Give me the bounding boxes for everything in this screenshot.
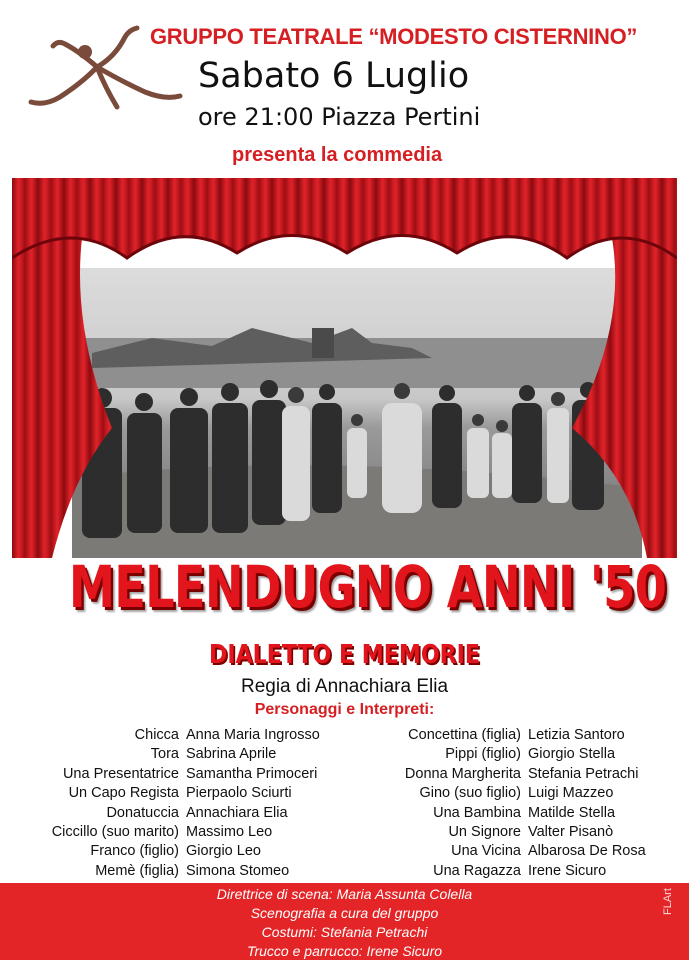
role-name: Donatuccia [106, 804, 179, 821]
role-name: Memè (figlia) [95, 862, 179, 879]
role-name: Tora [150, 746, 179, 763]
role-name: Donna Margherita [404, 765, 521, 782]
actor-name: Giorgio Stella [528, 746, 616, 763]
actor-name: Massimo Leo [186, 823, 273, 840]
event-time-place: ore 21:00 Piazza Pertini [198, 103, 481, 131]
role-name: Una Presentatrice [62, 765, 179, 782]
actor-name: Stefania Petrachi [528, 765, 639, 782]
credit-line: Scenografia a cura del gruppo [250, 905, 439, 921]
actor-name: Giorgio Leo [186, 843, 261, 860]
play-subtitle: DIALETTO E MEMORIE [209, 640, 480, 670]
actor-name: Simona Stomeo [186, 862, 290, 879]
role-name: Un Signore [448, 823, 521, 840]
cast-right-actors [528, 726, 646, 881]
role-name: Ciccillo (suo marito) [51, 823, 179, 840]
actor-name: Irene Sicuro [528, 862, 607, 879]
role-name: Franco (figlio) [90, 843, 179, 860]
role-name: Una Bambina [433, 804, 521, 821]
role-name: Pippi (figlio) [445, 746, 521, 763]
role-name: Concettina (figlia) [408, 727, 521, 743]
credit-line: Costumi: Stefania Petrachi [261, 924, 428, 940]
designer-signature: FLArt [662, 888, 674, 915]
vintage-group-photo [72, 268, 642, 558]
actor-name: Annachiara Elia [186, 804, 288, 821]
role-name: Gino (suo figlio) [419, 785, 521, 802]
credit-line: Direttrice di scena: Maria Assunta Colella [216, 886, 473, 902]
actor-name: Letizia Santoro [528, 727, 625, 743]
director-credit: Regia di Annachiara Elia [240, 676, 449, 697]
role-name: Una Vicina [451, 843, 521, 860]
cast-left-roles [52, 726, 179, 881]
stage-curtain-photo [12, 178, 677, 558]
actor-name: Pierpaolo Sciurti [186, 785, 292, 802]
top-valance [12, 178, 677, 258]
actor-name: Luigi Mazzeo [528, 785, 614, 802]
cast-left-actors [186, 726, 320, 881]
actor-name: Anna Maria Ingrosso [186, 727, 320, 743]
event-date: Sabato 6 Luglio [198, 56, 470, 96]
actor-name: Albarosa De Rosa [528, 843, 646, 860]
cast-heading: Personaggi e Interpreti: [254, 701, 435, 718]
play-title: MELENDUGNO ANNI '50 [68, 553, 667, 621]
actor-name: Sabrina Aprile [186, 746, 277, 763]
role-name: Chicca [134, 727, 179, 743]
presents-label: presenta la commedia [232, 144, 443, 166]
theatre-group-title: GRUPPO TEATRALE “MODESTO CISTERNINO” [150, 24, 638, 49]
actor-name: Valter Pisanò [528, 823, 614, 840]
role-name: Un Capo Regista [68, 785, 179, 802]
cast-right-roles [405, 726, 521, 881]
credit-line: Trucco e parrucco: Irene Sicuro [246, 943, 443, 959]
production-credits [0, 885, 689, 961]
actor-name: Samantha Primoceri [186, 765, 318, 782]
actor-name: Matilde Stella [528, 804, 616, 821]
role-name: Una Ragazza [433, 862, 521, 879]
